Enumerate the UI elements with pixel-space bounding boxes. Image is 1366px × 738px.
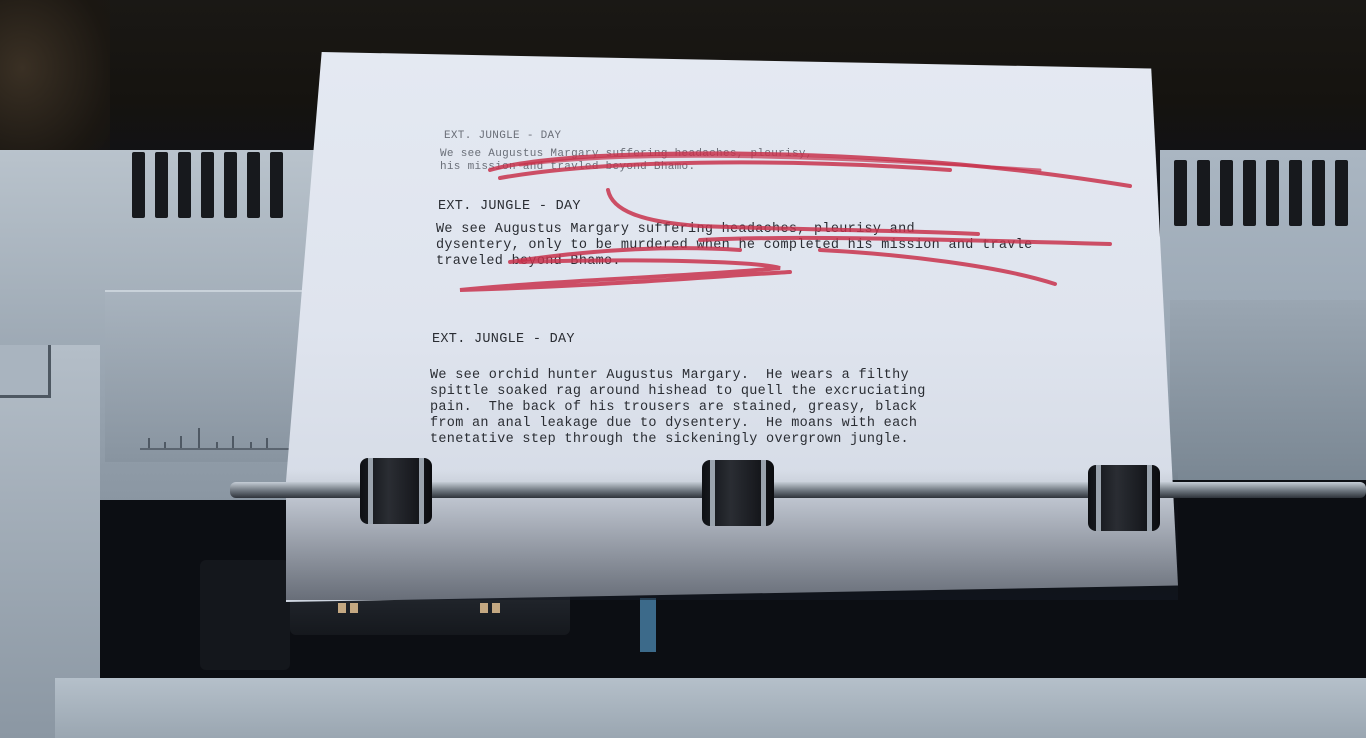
revised-line: traveled beyond Bhamo.	[436, 254, 621, 269]
old-line: his mission and travled beyond Bhamo.	[440, 161, 696, 173]
action-line: We see orchid hunter Augustus Margary. He wears a filthy	[430, 368, 909, 383]
paper-roller	[360, 458, 432, 524]
action-line: spittle soaked rag around hishead to quell the excruciating	[430, 384, 926, 399]
action-line: from an anal leakage due to dysentery. He moans with each	[430, 416, 918, 431]
old-line: We see Augustus Margary suffering headaches, pleurisy,	[440, 148, 813, 160]
scribble-middle	[510, 190, 1110, 262]
revised-line: We see Augustus Margary suffering headaches, pleurisy and	[436, 222, 915, 237]
revised-slugline: EXT. JUNGLE - DAY	[438, 199, 581, 214]
paper-roller	[702, 460, 774, 526]
paper-roller	[1088, 465, 1160, 531]
final-slugline: EXT. JUNGLE - DAY	[432, 332, 575, 347]
old-header-faded: EXT. JUNGLE - DAY	[444, 130, 562, 142]
action-line: pain. The back of his trousers are stained, greasy, black	[430, 400, 918, 415]
revised-line: dysentery, only to be murdered when he completed his mission and travle	[436, 238, 1033, 253]
action-line: tenetative step through the sickeningly overgrown jungle.	[430, 432, 909, 447]
